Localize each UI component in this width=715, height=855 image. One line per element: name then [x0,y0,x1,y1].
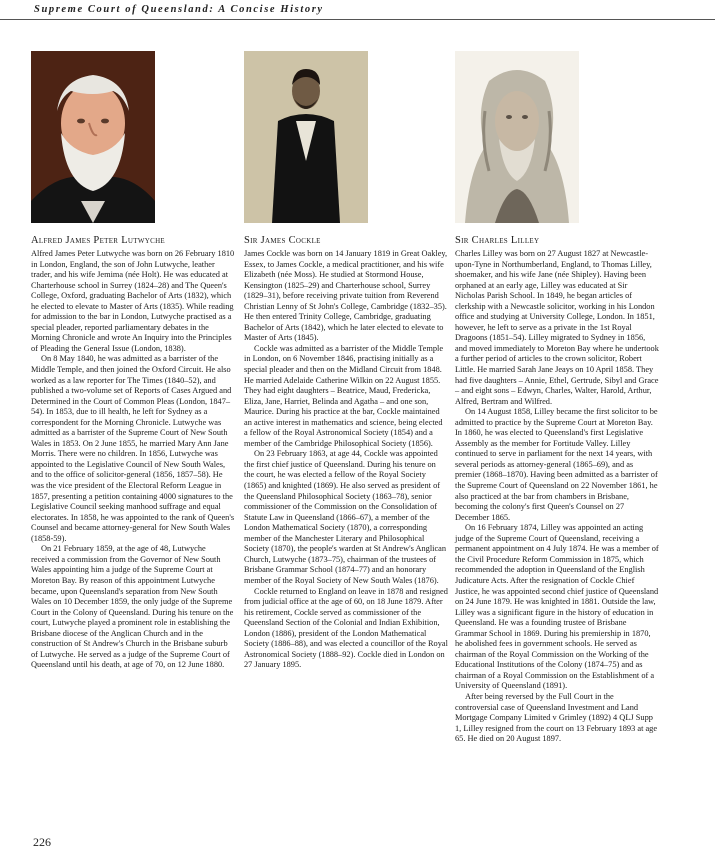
running-header: Supreme Court of Queensland: A Concise History [34,4,324,15]
biography-paragraph: Charles Lilley was born on 27 August 1827 at Newcastle-upon-Tyne in Northumberland, England, to Thomas Lilley, shoemaker, and his wife Jane (née Shipley). Having been orphaned at an early age, Lilley was educated at Sir Nicholas Parish School. In 1849, he began articles of clerkship with a Newcastle solicitor, working in his London office and studying at University College, London. In 1851, however, he left to serve as a private in the 1st Royal Dragoons (1851–54). Lilley migrated to Sydney in 1856, and moved immediately to Moreton Bay where he undertook a further period of articles to the crown solicitor, Robert Little. He married Sarah Jane Jeays on 10 April 1858. They had five daughters – Annie, Ethel, Gertrude, Sibyl and Grace – and eight sons – Edwyn, Charles, Walter, Harold, Arthur, Alfred, Bertram and Wilfred. [455,249,659,406]
biography-paragraph: On 8 May 1840, he was admitted as a barrister of the Middle Temple, and then joined the Oxford Circuit. He also worked as a law reporter for The Times (1840–52), and published a two-volume set of Reports of Cases Argued and Determined in the Court of Common Pleas (London, 1847–54). In 1853, due to ill health, he left for Sydney as a correspondent for the Morning Chronicle. Lutwyche was admitted as a barrister of the Supreme Court of New South Wales in 1853. On 2 June 1855, he married Mary Ann Jane Morris. There were no children. In 1856, Lutwyche was appointed to the Legislative Council of New South Wales, and to the office of solicitor-general (1856, 1857–58). He was the vice president of the Electoral Reform League in 1857, presenting a petition containing 4000 signatures to the Legislative Council seeking manhood suffrage and equal electorates. In 1858, he was appointed to the rank of Queen's Counsel and became attorney-general for New South Wales (1858-59). [31,354,235,543]
biography [244,249,448,671]
biography-paragraph: On 21 February 1859, at the age of 48, Lutwyche received a commission from the Governor of New South Wales appointing him a judge of the Supreme Court at Moreton Bay. By reason of this appointment Lutwyche became, upon Queensland's separation from New South Wales on 10 December 1859, the only judge of the Supreme Court in the Colony of Queensland. During his tenure on the court, Lutwyche played a prominent role in establishing the Brisbane diocese of the Anglican Church and in the construction of St Andrew's Church in the Brisbane suburb of Lutwyche. He served as a judge of the Supreme Court of Queensland until his death, at age of 70, on 12 June 1880. [31,544,234,670]
biography [31,249,235,671]
portrait-photo-icon-cockle [244,51,368,223]
judge-name: Alfred James Peter Lutwyche [31,235,166,246]
biography-paragraph: Cockle returned to England on leave in 1878 and resigned from judicial office at the age of 60, on 18 June 1879. After his retirement, Cockle served as commissioner of the Queensland Section of the Colonial and Indian Exhibition, London (1886), president of the London Mathematical Society (1886–88), and was elected a councillor of the Royal Astronomical Society (1888–92). Cockle died in London on 27 January 1895. [244,586,448,670]
biography-paragraph: James Cockle was born on 14 January 1819 in Great Oakley, Essex, to James Cockle, a medical practitioner, and his wife Elizabeth (née Moss). He studied at Stormond House, Kensington (1825–29) and Charterhouse school, Surrey (1829–31), before receiving private tuition from Reverend Christian Lenny of St John's College, Cambridge (1832–35). He then entered Trinity College, Cambridge, graduating Bachelor of Arts (1842), which he later elected to elevate to Master of Arts (1845). [244,249,448,343]
judge-name: Sir Charles Lilley [455,235,540,246]
biography-paragraph: After being reversed by the Full Court in the controversial case of Queensland Investment and Land Mortgage Company Limited v Grimley (1892) 4 QLJ Supp 1, Lilley resigned from the court on 13 February 1893 at age 65. He died on 20 August 1897. [455,691,658,744]
biography-paragraph: Cockle was admitted as a barrister of the Middle Temple in London, on 6 November 1846, practising initially as a special pleader and then on the Midland Circuit from 1848. He married Adelaide Catherine Wilkin on 22 August 1855. They had eight daughters – Beatrice, Maud, Fredericka, Eliza, Jane, Harriet, Belinda and Agatha – and one son, Maurice. During his practice at the bar, Cockle maintained an active interest in mathematics and science, being elected a fellow of the Royal Astronomical Society (1854) and a member of the Cambridge Philosophical Society (1856). [244,343,444,448]
biography-paragraph: On 23 February 1863, at age 44, Cockle was appointed the first chief justice of Queensland. During his tenure on the court, he was elected a fellow of the Royal Society (1865) and knighted (1869). He also served as president of the Queensland Philosophical Society (1863–78), senior commissioner of the Commission on the Consolidation of Statute Law in Queensland (1866–67), a member of the London Mathematical Society (1870), a corresponding member of the Manchester Literary and Philosophical Society (1870), the people's warden at St Andrew's Anglican Church, Lutwyche (1873–75), chairman of the trustees of Brisbane Grammar School (1874–77) and an honorary member of the Royal Society of New South Wales (1876). [244,449,447,585]
judge-name: Sir James Cockle [244,235,321,246]
judge-column-lutwyche [31,51,235,671]
header-rule [0,19,715,20]
biography [455,249,659,745]
page-number: 226 [33,835,51,849]
portrait-photo-icon-lutwyche [31,51,155,223]
judge-column-lilley [455,51,659,745]
biography-paragraph: On 14 August 1858, Lilley became the first solicitor to be admitted to practice by the Supreme Court at Moreton Bay. In 1860, he was elected to Queensland's first Legislative Assembly as the member for Fortitude Valley. Lilley continued to serve in parliament for the next 14 years, with several periods as attorney-general (1865–69), and as premier (1868–1870). Having been admitted as a barrister of the Supreme Court of Queensland on 22 November 1861, he also practiced at the bar from chambers in Brisbane, becoming the colony's first Queen's Counsel on 27 December 1865. [455,407,658,522]
judge-column-cockle [244,51,448,671]
biography-paragraph: Alfred James Peter Lutwyche was born on 26 February 1810 in London, England, the son of John Lutwyche, leather trader, and his wife Jemima (née Holt). He was educated at Charterhouse school in Surrey (1824–28) and The Queen's College, Oxford, graduating Bachelor of Arts (1832), which he elected to elevate to Master of Arts (1835). While reading for admission to the bar in London, Lutwyche practised as a special pleader, reported parliamentary debates in the Morning Chronicle and wrote An Inquiry into the Principles of Pleading the General Issue (London, 1838). [31,249,235,353]
portrait-photo-icon-lilley [455,51,579,223]
biography-paragraph: On 16 February 1874, Lilley was appointed an acting judge of the Supreme Court of Queensland, receiving a permanent appointment on 4 July 1874. He was a member of the Civil Procedure Reform Commission in 1875, which recommended the adoption in Queensland of the English Judicature Acts. After the resignation of Cockle Chief Justice, he was appointed second chief justice of Queensland on 24 June 1879. He was knighted in 1881. Outside the law, Lilley was a significant figure in the history of education in Queensland. He was a founding trustee of Brisbane Grammar School in 1869. During his premiership in 1870, he abolished fees in government schools. He served as chairman of the Royal Commission on the Working of the Educational Institutions of the Colony (1874–75) and as chairman of a Royal Commission on the Establishment of a University of Queensland (1891). [455,523,659,691]
